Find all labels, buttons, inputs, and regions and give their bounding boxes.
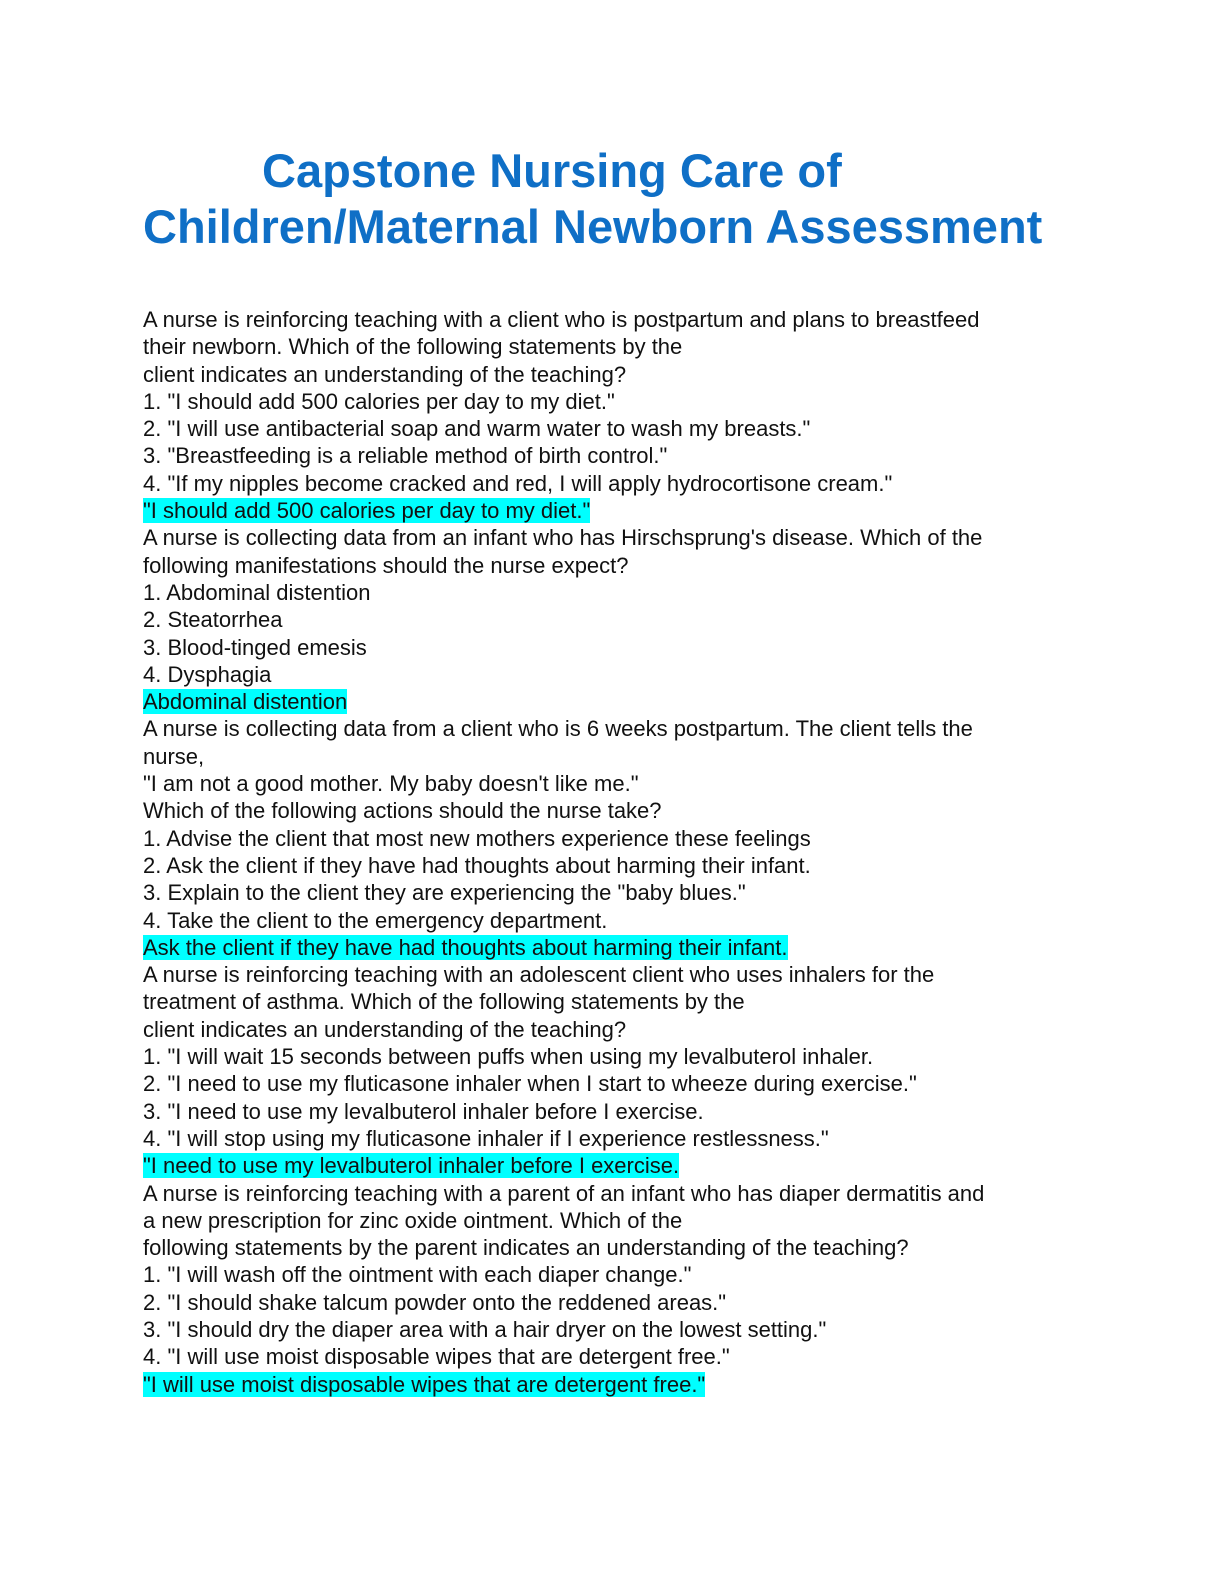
question-stem-line: client indicates an understanding of the teaching? xyxy=(143,361,627,387)
question-stem-line: client indicates an understanding of the teaching? xyxy=(143,1016,627,1042)
answer-option: 4. "If my nipples become cracked and red, I will apply hydrocortisone cream." xyxy=(143,470,893,496)
answer-option: 3. Explain to the client they are experiencing the "baby blues." xyxy=(143,880,746,906)
correct-answer-highlight: "I should add 500 calories per day to my diet." xyxy=(143,498,591,524)
correct-answer-highlight: Ask the client if they have had thoughts about harming their infant. xyxy=(143,934,788,960)
answer-option: 2. "I should shake talcum powder onto the reddened areas." xyxy=(143,1289,727,1315)
answer-option: 1. "I will wait 15 seconds between puffs when using my levalbuterol inhaler. xyxy=(143,1044,874,1070)
question-stem-line: nurse, xyxy=(143,743,205,769)
correct-answer-line xyxy=(143,1152,1083,1179)
answer-option: 4. "I will use moist disposable wipes that are detergent free." xyxy=(143,1344,730,1370)
answer-option: 3. "I need to use my levalbuterol inhaler before I exercise. xyxy=(143,1098,704,1124)
question-stem-line: "I am not a good mother. My baby doesn't like me." xyxy=(143,771,639,797)
question-block xyxy=(143,524,1083,715)
answer-option: 2. Ask the client if they have had thoughts about harming their infant. xyxy=(143,852,811,878)
correct-answer-line xyxy=(143,497,1083,524)
answer-option: 3. "I should dry the diaper area with a hair dryer on the lowest setting." xyxy=(143,1316,827,1342)
document-title xyxy=(143,143,1103,255)
question-stem-line: following manifestations should the nurse expect? xyxy=(143,552,629,578)
questions-body xyxy=(143,306,1083,1398)
answer-option: 3. Blood-tinged emesis xyxy=(143,634,367,660)
correct-answer-line xyxy=(143,934,1083,961)
question-block xyxy=(143,306,1083,524)
question-block xyxy=(143,961,1083,1179)
answer-option: 4. Take the client to the emergency department. xyxy=(143,907,608,933)
question-block xyxy=(143,1180,1083,1398)
correct-answer-line xyxy=(143,688,1083,715)
answer-option: 2. "I need to use my fluticasone inhaler when I start to wheeze during exercise." xyxy=(143,1071,917,1097)
question-stem-line: their newborn. Which of the following statements by the xyxy=(143,334,683,360)
correct-answer-highlight: Abdominal distention xyxy=(143,689,348,715)
correct-answer-highlight: "I need to use my levalbuterol inhaler before I exercise. xyxy=(143,1153,680,1179)
answer-option: 2. Steatorrhea xyxy=(143,607,283,633)
answer-option: 4. "I will stop using my fluticasone inhaler if I experience restlessness." xyxy=(143,1125,829,1151)
question-stem-line: A nurse is collecting data from an infant who has Hirschsprung's disease. Which of the xyxy=(143,525,983,551)
question-stem-line: A nurse is reinforcing teaching with a client who is postpartum and plans to breastfeed xyxy=(143,307,980,332)
question-stem-line: treatment of asthma. Which of the following statements by the xyxy=(143,989,745,1015)
answer-option: 2. "I will use antibacterial soap and warm water to wash my breasts." xyxy=(143,416,811,442)
question-stem-line: following statements by the parent indicates an understanding of the teaching? xyxy=(143,1235,909,1261)
title-line-1: Capstone Nursing Care of xyxy=(262,144,842,197)
question-stem-line: A nurse is reinforcing teaching with an adolescent client who uses inhalers for the xyxy=(143,962,935,988)
answer-option: 4. Dysphagia xyxy=(143,661,272,687)
correct-answer-highlight: "I will use moist disposable wipes that are detergent free." xyxy=(143,1371,706,1397)
question-stem-line: A nurse is reinforcing teaching with a parent of an infant who has diaper dermatitis and xyxy=(143,1180,985,1206)
question-stem-line: a new prescription for zinc oxide ointment. Which of the xyxy=(143,1207,683,1233)
answer-option: 1. "I should add 500 calories per day to my diet." xyxy=(143,388,615,414)
answer-option: 3. "Breastfeeding is a reliable method of birth control." xyxy=(143,443,668,469)
answer-option: 1. Abdominal distention xyxy=(143,579,371,605)
correct-answer-line xyxy=(143,1371,1083,1398)
answer-option: 1. "I will wash off the ointment with each diaper change." xyxy=(143,1262,692,1288)
question-stem-line: Which of the following actions should the nurse take? xyxy=(143,798,662,824)
question-stem-line: A nurse is collecting data from a client who is 6 weeks postpartum. The client tells the xyxy=(143,716,973,742)
title-line-2: Children/Maternal Newborn Assessment xyxy=(143,200,1043,253)
answer-option: 1. Advise the client that most new mothers experience these feelings xyxy=(143,825,811,851)
question-block xyxy=(143,715,1083,961)
